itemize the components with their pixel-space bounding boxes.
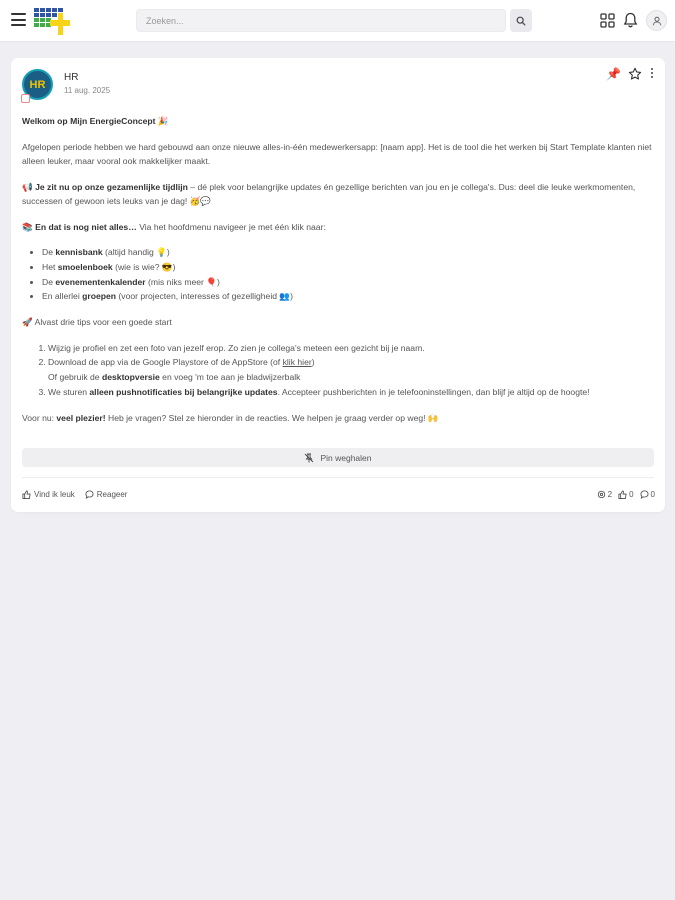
list-item: 3. We sturen alleen pushnotificaties bij belangrijke updates. Accepteer pushberichten in je telefooninstellingen, dan blijf je altijd op de hoogte! [48, 385, 656, 400]
post-author[interactable]: HR [64, 72, 79, 83]
download-link[interactable]: klik hier [282, 357, 312, 368]
likes-count: 0 [618, 490, 633, 499]
thumbs-up-icon [618, 490, 627, 499]
post-actions [22, 490, 127, 499]
post-date: 11 aug. 2025 [64, 86, 111, 95]
like-label: Vind ik leuk [34, 490, 75, 499]
grid-icon [600, 13, 615, 28]
comment-icon [85, 490, 94, 499]
search-button[interactable] [510, 9, 532, 32]
list-item: 2. Download de app via de Google Playstore of de AppStore (of klik hier) Of gebruik de desktopversie en voeg 'm toe aan je bladwijzerbalk [48, 355, 656, 385]
list-item: • Het smoelenboek (wie is wie? 😎) [42, 260, 656, 275]
menu-feature-list [42, 245, 656, 304]
unpin-button[interactable] [22, 448, 654, 467]
post-closing: Voor nu: veel plezier! Heb je vragen? Stel ze hieronder in de reacties. We helpen je graag verder op weg! 🙌 [22, 412, 439, 423]
reply-button[interactable] [85, 490, 128, 499]
post-paragraph: 📚 En dat is nog niet alles… Via het hoofdmenu navigeer je met één klik naar: [22, 221, 326, 232]
app-logo[interactable] [34, 7, 70, 35]
notifications-button[interactable] [620, 10, 640, 30]
unpin-icon [304, 453, 314, 463]
star-icon[interactable] [628, 67, 642, 81]
bell-icon [623, 12, 638, 28]
apps-button[interactable] [597, 10, 617, 30]
post-stats [597, 490, 655, 499]
comments-count: 0 [640, 490, 655, 499]
post-title: Welkom op Mijn EnergieConcept 🎉 [22, 116, 169, 126]
thumbs-up-icon [22, 490, 31, 499]
unpin-label: Pin weghalen [320, 452, 372, 463]
search-bar [136, 9, 506, 32]
more-options-icon[interactable] [648, 68, 656, 82]
list-item: • En allerlei groepen (voor projecten, interesses of gezelligheid 👥) [42, 289, 656, 304]
tips-list [48, 341, 656, 400]
post-card [11, 58, 665, 512]
list-item: 1. Wijzig je profiel en zet een foto van jezelf erop. Zo zien je collega's meteen een gezicht bij je naam. [48, 341, 656, 356]
tips-heading: 🚀 Alvast drie tips voor een goede start [22, 317, 172, 328]
post-author-avatar[interactable]: HR [22, 69, 53, 100]
reply-label: Reageer [96, 490, 128, 499]
views-count: 2 [597, 490, 612, 499]
post-paragraph: 📢 Je zit nu op onze gezamenlijke tijdlijn – dé plek voor belangrijke updates én gezellige berichten van jou en je collega's. Dus: deel die leuke werkmomenten, successen of gewoon iets leuks van je dag! 🥳💬 [22, 181, 636, 206]
like-button[interactable] [22, 490, 75, 499]
menu-icon[interactable] [11, 13, 26, 26]
avatar-badge-icon [21, 94, 30, 103]
post-body [22, 114, 656, 436]
divider [22, 477, 654, 478]
comment-icon [640, 490, 649, 499]
list-item: • De evenementenkalender (mis niks meer 🎈) [42, 275, 656, 290]
views-icon [597, 490, 606, 499]
user-icon [652, 16, 662, 26]
user-avatar-button[interactable] [646, 10, 667, 31]
top-bar [0, 0, 675, 42]
post-paragraph: Afgelopen periode hebben we hard gebouwd aan onze nieuwe alles-in-één medewerkersapp: [naam app]. Het is de tool die het werken bij Start Template klanten niet alleen leuker, maar vooral ook makkelijker maakt. [22, 141, 652, 166]
search-input[interactable] [137, 10, 505, 31]
search-icon [516, 16, 526, 26]
pin-icon[interactable]: 📌 [606, 67, 621, 81]
list-item: • De kennisbank (altijd handig 💡) [42, 245, 656, 260]
